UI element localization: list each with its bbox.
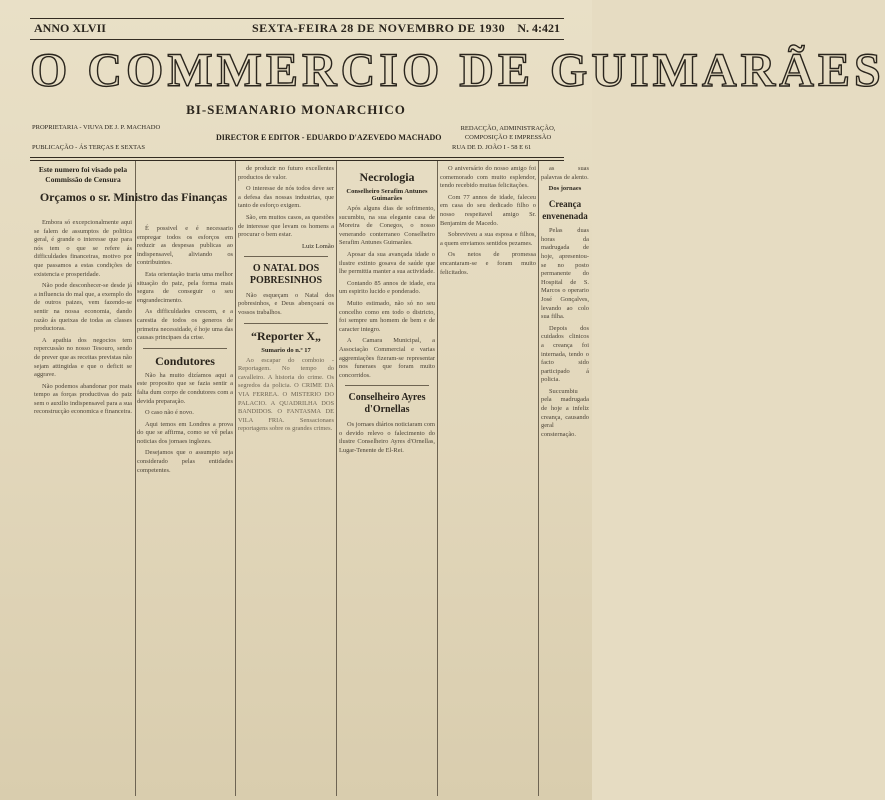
paragraph: Após alguns dias de sofrimento, sucumbiu, na sua elegante casa de Moreira de Conegos, o nosso venerando conterraneo Conselheiro Serafim Antunes Guimarães. <box>339 205 435 247</box>
column-divider <box>336 161 337 796</box>
paragraph: Com 77 annos de idade, faleceu em casa do seu dedicado filho o nosso respeitavel amigo Sr. Benjamim de Macedo. <box>440 193 536 227</box>
article-headline-reporter: “Reporter X„ <box>250 328 322 343</box>
paragraph: O caso não é novo. <box>145 409 194 417</box>
paragraph: Não podemos abandonar por mais tempo as forças productivas do paiz sem o auxilio indispensavel para a sua reconstrucção economica e financeira. <box>34 382 132 416</box>
column-5 <box>440 165 536 800</box>
paragraph: A Camara Municipal, a Associação Commercial e varias aggremiações fizeram-se representar nos funeraes que foram muito concorridos. <box>339 337 435 379</box>
issue-number: N. 4:421 <box>517 21 560 35</box>
column-1 <box>34 165 132 800</box>
section-label: Dos jornaes <box>548 185 582 193</box>
paragraph: Contando 85 annos de idade, era um espirito lucido e ponderado. <box>339 279 435 296</box>
dateline-bar <box>30 18 564 40</box>
paragraph: O aniversário do nosso amigo foi comemorado com muito esplendor, tendo recebido muitas felicitações. <box>440 165 536 190</box>
paragraph: Não esqueçam o Natal dos pobresinhos, e Deus abençoará os vossos trabalhos. <box>238 291 334 316</box>
article-headline-necrologia: Necrologia <box>359 170 415 184</box>
paragraph: Muito estimado, não só no seu concelho como em todo o districto, foi sempre um homem de bem e de caracter integro. <box>339 299 435 333</box>
paragraph: As difficuldades crescem, e a carestia de todos os generos de primeira necessidade, é hoje uma das causas principaes da crise. <box>137 308 233 342</box>
masthead-rule <box>30 157 564 161</box>
address-line: RUA DE D. JOÃO I - 58 E 61 <box>452 144 532 151</box>
issue-year: ANNO XLVII <box>34 21 106 35</box>
paragraph: Sobreviveu a sua esposa e filhos, a quem enviamos sentidos pezames. <box>440 231 536 247</box>
paragraph: Os netos de promessa encantaram-se e foram muito felicitados. <box>440 251 536 276</box>
paragraph: Não pode desconhecer-se desde já a influencia do mal que, a exemplo do de outros paizes, vem fazendo-se sentir na nossa economia, dando razão ás queixas de todas as classes productoras. <box>34 282 132 333</box>
column-4 <box>339 165 435 800</box>
censorship-notice: Este numero foi visado pela Commissão de Censura <box>38 165 128 184</box>
paragraph: Pelas duas horas da madrugada de hoje, apresentou-se no posto permanente do Hospital de S. Marcos o operario José Gonçalves, levando ao colo sua filha. <box>541 227 589 321</box>
article-subheading: Sumario do n.º 17 <box>261 346 311 354</box>
article-headline-condutores: Condutores <box>155 353 215 368</box>
newspaper-title: O COMMERCIO DE GUIMARÃES <box>30 44 885 97</box>
issue-date: SEXTA-FEIRA 28 DE NOVEMBRO DE 1930 <box>252 21 506 35</box>
paragraph: as suas palavras de alento. <box>541 165 589 181</box>
section-divider <box>244 323 328 324</box>
column-6 <box>541 165 589 800</box>
column-3 <box>238 165 334 800</box>
paragraph: Aqui temos em Londres a prova do que se affirma, como se vê pelas noticias dos jornaes inglezes. <box>137 420 233 445</box>
section-divider <box>143 348 227 349</box>
paragraph: Ao escapar do comboio - Reportagem. No tempo do cavalleiro. A historia do crime. Os segredos da policia. O CRIME DA VIA FERREA. O MISTERIO DO PALACIO. A QUADRILHA DOS BANDIDOS. O FANTASMA DE VILA FRIA. Sensacionaes reportagens sobre os grandes crimes. <box>238 356 334 433</box>
paragraph: Aposar da sua avançada idade o ilustre extinto gosava de saúde que lhe permittia manter a sua actividade. <box>339 250 435 276</box>
paragraph: É possivel e é necessario empregar todos os esforços em reduzir as despesas publicas ao indispensavel, aliviando os contribuintes. <box>137 225 233 267</box>
article-subheading: Conselheiro Serafim Antunes Guimarães <box>346 188 428 202</box>
paragraph: A apathia dos negocios tem repercussão no nosso Tesouro, sendo de prever que as receitas previstas não sejam attingidas e que o deficit se aggrave. <box>34 336 132 379</box>
paragraph: Desejamos que o assumpto seja considerado pelas entidades competentes. <box>137 449 233 474</box>
paragraph: Os jornaes diários noticiaram com o devido relevo o falecimento do ilustre Conselheiro Ayres d'Ornellas, Lugar-Tenente de El-Rei. <box>339 421 435 455</box>
paragraph: O interesse de nós todos deve ser a defesa das nossas industrias, que tanto de esforço exigem. <box>238 185 334 210</box>
article-headline-finance: Orçamos o sr. Ministro das Finanças <box>39 190 228 204</box>
column-divider <box>235 161 236 796</box>
paragraph: Depois dos cuidados clinicos a creança foi internada, tendo o facto sido participado á policia. <box>541 324 589 384</box>
director-line: DIRECTOR E EDITOR - EDUARDO D'AZEVEDO MACHADO <box>216 133 442 142</box>
paragraph: Não ha muito dizíamos aqui a este proposito que se fazia sentir a falta dum corpo de condutores com a devida preparação. <box>137 371 233 405</box>
office-line: REDACÇÃO, ADMINISTRAÇÃO, COMPOSIÇÃO E IMPRESSÃO <box>460 125 556 141</box>
newspaper-subtitle: BI-SEMANARIO MONARCHICO <box>186 102 406 117</box>
article-signature: Luiz Lomão <box>302 242 334 250</box>
column-divider <box>538 161 539 796</box>
column-divider <box>135 161 136 796</box>
paragraph: Esta orientação traria uma melhor situação do paiz, pela forma mais segura de conseguir o seu engrandecimento. <box>137 270 233 304</box>
paragraph: Succumbiu pela madrugada de hoje a infeliz creança, causando geral consternação. <box>541 387 589 438</box>
article-headline-ornellas: Conselheiro Ayres d'Ornellas <box>348 392 426 416</box>
publication-line: PUBLICAÇÃO - ÁS TERÇAS E SEXTAS <box>32 144 145 151</box>
column-2 <box>137 165 233 800</box>
paragraph: Embora só excepcionalmente aqui se falem de assumptos de politica geral, é grande o interesse que para nós tem o que se refere ás difficuldades financeiras, motivo por que passamos a estas condições de existencia e prosperidade. <box>34 219 132 278</box>
column-divider <box>437 161 438 796</box>
paragraph: de produzir no futuro excellentes productos de valor. <box>238 165 334 181</box>
section-divider <box>345 385 429 386</box>
article-headline-creanca: Creança envenenada <box>542 199 588 222</box>
section-divider <box>244 256 328 257</box>
paragraph: São, em muitos casos, as questões de interesse que levam os homens a procurar o bem estar. <box>238 213 334 239</box>
article-headline-natal: O NATAL DOS POBRESINHOS <box>249 262 323 286</box>
owner-line: PROPRIETARIA - VIUVA DE J. P. MACHADO <box>32 124 161 131</box>
